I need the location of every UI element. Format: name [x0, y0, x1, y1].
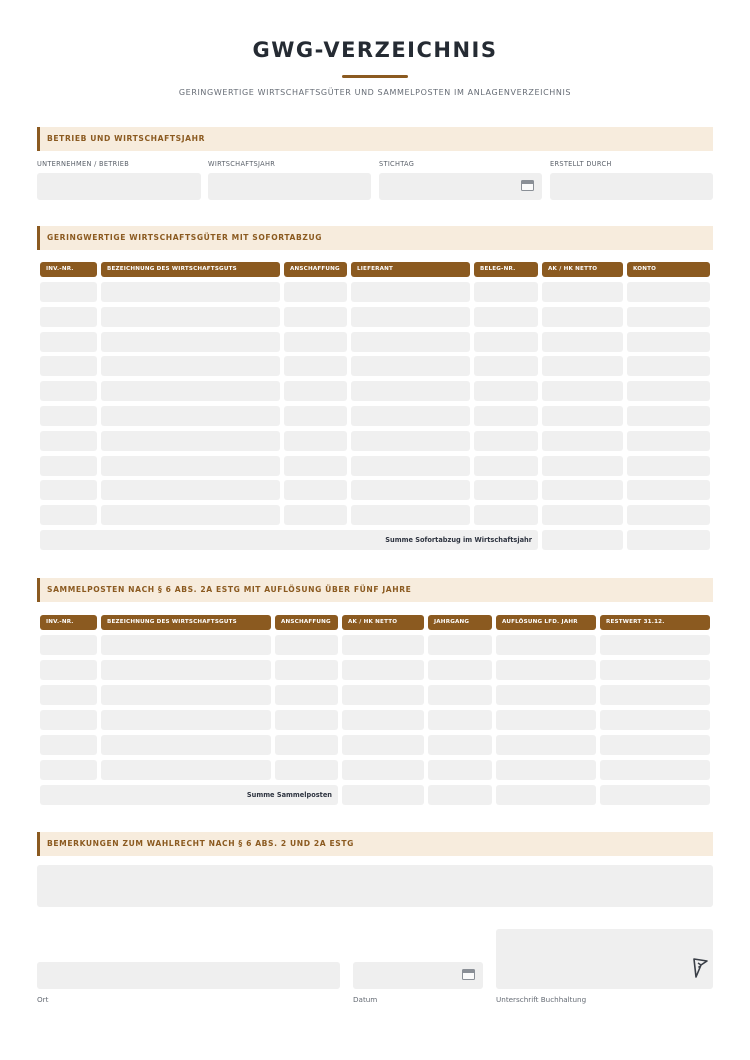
column-header — [627, 262, 710, 277]
column-header-label: AK / HK NETTO — [548, 266, 598, 272]
table-cell[interactable] — [627, 307, 710, 327]
table-cell[interactable] — [101, 660, 271, 680]
calendar-icon[interactable] — [521, 180, 534, 191]
table-cell[interactable] — [342, 760, 424, 780]
sum-value-cell[interactable] — [428, 785, 492, 805]
table-cell[interactable] — [284, 480, 347, 500]
sum-value-cell[interactable] — [342, 785, 424, 805]
table-cell[interactable] — [627, 480, 710, 500]
table-cell[interactable] — [542, 480, 623, 500]
table-cell[interactable] — [474, 456, 538, 476]
table-cell[interactable] — [101, 456, 280, 476]
table-cell[interactable] — [101, 381, 280, 401]
table-cell[interactable] — [40, 406, 97, 426]
table-cell[interactable] — [284, 332, 347, 352]
company-label: UNTERNEHMEN / BETRIEB — [37, 160, 130, 168]
table-cell[interactable] — [474, 307, 538, 327]
column-header-label: LIEFERANT — [357, 266, 394, 272]
column-header-label: BEZEICHNUNG DES WIRTSCHAFTSGUTS — [107, 619, 237, 625]
table-cell[interactable] — [101, 710, 271, 730]
pen-nib-icon — [693, 958, 708, 978]
table-cell[interactable] — [600, 635, 710, 655]
table-cell[interactable] — [542, 307, 623, 327]
table-cell[interactable] — [627, 356, 710, 376]
table-cell[interactable] — [284, 505, 347, 525]
table-cell[interactable] — [101, 356, 280, 376]
table-cell[interactable] — [40, 505, 97, 525]
cutoff-date-label: STICHTAG — [379, 160, 415, 168]
table-cell[interactable] — [101, 735, 271, 755]
table-cell[interactable] — [542, 431, 623, 451]
column-header — [101, 262, 280, 277]
table-cell[interactable] — [351, 356, 470, 376]
table-cell[interactable] — [101, 406, 280, 426]
page-subtitle: GERINGWERTIGE WIRTSCHAFTSGÜTER UND SAMMELPOSTEN IM ANLAGENVERZEICHNIS — [178, 88, 572, 97]
date-label: Datum — [353, 995, 378, 1004]
remarks-field[interactable] — [37, 865, 713, 907]
date-field[interactable] — [353, 962, 483, 989]
table-cell[interactable] — [496, 635, 596, 655]
table-cell[interactable] — [542, 356, 623, 376]
sum-value-cell[interactable] — [627, 530, 710, 550]
table-cell[interactable] — [40, 635, 97, 655]
table-cell[interactable] — [496, 710, 596, 730]
table-cell[interactable] — [342, 710, 424, 730]
table-cell[interactable] — [284, 431, 347, 451]
table-cell[interactable] — [101, 282, 280, 302]
table-cell[interactable] — [351, 505, 470, 525]
table-cell[interactable] — [284, 356, 347, 376]
column-header — [40, 615, 97, 630]
table-cell[interactable] — [496, 660, 596, 680]
column-header-label: AUFLÖSUNG LFD. JAHR — [502, 619, 578, 625]
table-cell[interactable] — [474, 282, 538, 302]
column-header-label: BEZEICHNUNG DES WIRTSCHAFTSGUTS — [107, 266, 237, 272]
column-header-label: KONTO — [633, 266, 657, 272]
fiscal-year-field[interactable] — [208, 173, 371, 200]
column-header — [542, 262, 623, 277]
calendar-icon[interactable] — [462, 969, 475, 980]
table-cell[interactable] — [40, 735, 97, 755]
table-cell[interactable] — [351, 381, 470, 401]
table-cell[interactable] — [428, 735, 492, 755]
table-cell[interactable] — [40, 480, 97, 500]
place-label: Ort — [37, 995, 49, 1004]
table-cell[interactable] — [496, 735, 596, 755]
section-heading-label: BEMERKUNGEN ZUM WAHLRECHT NACH § 6 ABS. 2 UND 2A ESTG — [47, 839, 354, 848]
title-underline — [342, 75, 408, 78]
table-cell[interactable] — [275, 660, 338, 680]
signature-field[interactable] — [496, 929, 713, 989]
table-cell[interactable] — [627, 505, 710, 525]
table-cell[interactable] — [627, 381, 710, 401]
table-cell[interactable] — [542, 456, 623, 476]
column-header — [496, 615, 596, 630]
column-header-label: ANSCHAFFUNG — [281, 619, 331, 625]
table-cell[interactable] — [40, 710, 97, 730]
table-cell[interactable] — [600, 685, 710, 705]
column-header-label: AK / HK NETTO — [348, 619, 398, 625]
table-cell[interactable] — [474, 431, 538, 451]
table-cell[interactable] — [342, 735, 424, 755]
cutoff-date-field[interactable] — [379, 173, 542, 200]
table-cell[interactable] — [474, 356, 538, 376]
table-cell[interactable] — [351, 307, 470, 327]
column-header — [40, 262, 97, 277]
table-cell[interactable] — [600, 660, 710, 680]
column-header — [428, 615, 492, 630]
table-cell[interactable] — [275, 710, 338, 730]
table-cell[interactable] — [542, 406, 623, 426]
company-field[interactable] — [37, 173, 201, 200]
table-cell[interactable] — [101, 332, 280, 352]
table-cell[interactable] — [40, 660, 97, 680]
column-header-label: BELEG-NR. — [480, 266, 516, 272]
section-heading-betrieb — [37, 127, 713, 151]
fiscal-year-label: WIRTSCHAFTSJAHR — [208, 160, 276, 168]
table-cell[interactable] — [474, 332, 538, 352]
table-cell[interactable] — [428, 635, 492, 655]
table-cell[interactable] — [284, 282, 347, 302]
table-cell[interactable] — [428, 685, 492, 705]
table-cell[interactable] — [351, 480, 470, 500]
table-cell[interactable] — [474, 406, 538, 426]
table-cell[interactable] — [428, 710, 492, 730]
table-cell[interactable] — [542, 332, 623, 352]
column-header — [600, 615, 710, 630]
sum-value-cell[interactable] — [496, 785, 596, 805]
sum-row-label-cell — [40, 785, 338, 805]
table-cell[interactable] — [627, 406, 710, 426]
sum-label: Summe Sammelposten — [246, 791, 332, 799]
table-cell[interactable] — [474, 505, 538, 525]
signature-label: Unterschrift Buchhaltung — [496, 995, 587, 1004]
column-header-label: JAHRGANG — [434, 619, 470, 625]
sum-value-cell[interactable] — [600, 785, 710, 805]
table-cell[interactable] — [40, 381, 97, 401]
section-heading-label: BETRIEB UND WIRTSCHAFTSJAHR — [47, 134, 206, 143]
table-cell[interactable] — [101, 480, 280, 500]
table-cell[interactable] — [542, 282, 623, 302]
place-field[interactable] — [37, 962, 340, 989]
table-cell[interactable] — [474, 480, 538, 500]
created-by-label: ERSTELLT DURCH — [550, 160, 612, 168]
table-cell[interactable] — [428, 660, 492, 680]
created-by-field[interactable] — [550, 173, 713, 200]
table-cell[interactable] — [542, 381, 623, 401]
table-cell[interactable] — [342, 635, 424, 655]
section-heading-sammelposten — [37, 578, 713, 602]
table-cell[interactable] — [342, 660, 424, 680]
column-header — [101, 615, 271, 630]
column-header — [284, 262, 347, 277]
table-cell[interactable] — [600, 735, 710, 755]
table-cell[interactable] — [101, 760, 271, 780]
table-cell[interactable] — [40, 356, 97, 376]
table-cell[interactable] — [351, 406, 470, 426]
table-cell[interactable] — [40, 307, 97, 327]
table-cell[interactable] — [275, 685, 338, 705]
table-cell[interactable] — [284, 381, 347, 401]
table-cell[interactable] — [275, 735, 338, 755]
section-heading-bemerkungen — [37, 832, 713, 856]
table-cell[interactable] — [351, 282, 470, 302]
table-cell[interactable] — [275, 635, 338, 655]
table-cell[interactable] — [351, 431, 470, 451]
table-cell[interactable] — [474, 381, 538, 401]
table-cell[interactable] — [275, 760, 338, 780]
table-cell[interactable] — [101, 307, 280, 327]
table-cell[interactable] — [351, 332, 470, 352]
column-header — [275, 615, 338, 630]
table-cell[interactable] — [496, 685, 596, 705]
table-cell[interactable] — [101, 635, 271, 655]
table-cell[interactable] — [101, 685, 271, 705]
table-cell[interactable] — [627, 456, 710, 476]
column-header-label: RESTWERT 31.12. — [606, 619, 665, 625]
table-cell[interactable] — [496, 760, 596, 780]
table-cell[interactable] — [40, 456, 97, 476]
column-header — [474, 262, 538, 277]
table-cell[interactable] — [284, 406, 347, 426]
table-cell[interactable] — [627, 431, 710, 451]
table-cell[interactable] — [40, 685, 97, 705]
table-cell[interactable] — [600, 710, 710, 730]
table-cell[interactable] — [627, 282, 710, 302]
page-title: GWG-VERZEICHNIS — [252, 38, 498, 62]
section-heading-label: GERINGWERTIGE WIRTSCHAFTSGÜTER MIT SOFORTABZUG — [47, 233, 323, 242]
table-cell[interactable] — [40, 332, 97, 352]
table-cell[interactable] — [40, 282, 97, 302]
sum-value-cell[interactable] — [542, 530, 623, 550]
table-cell[interactable] — [627, 332, 710, 352]
table-cell[interactable] — [542, 505, 623, 525]
column-header-label: INV.-NR. — [46, 266, 74, 272]
table-cell[interactable] — [342, 685, 424, 705]
column-header-label: ANSCHAFFUNG — [290, 266, 340, 272]
table-cell[interactable] — [428, 760, 492, 780]
table-cell[interactable] — [101, 505, 280, 525]
table-cell[interactable] — [40, 760, 97, 780]
table-cell[interactable] — [284, 307, 347, 327]
table-cell[interactable] — [600, 760, 710, 780]
table-cell[interactable] — [101, 431, 280, 451]
table-cell[interactable] — [351, 456, 470, 476]
sum-label: Summe Sofortabzug im Wirtschaftsjahr — [385, 536, 532, 544]
column-header — [351, 262, 470, 277]
table-cell[interactable] — [40, 431, 97, 451]
section-heading-label: SAMMELPOSTEN NACH § 6 ABS. 2A ESTG MIT AUFLÖSUNG ÜBER FÜNF JAHRE — [47, 585, 412, 594]
column-header-label: INV.-NR. — [46, 619, 74, 625]
column-header — [342, 615, 424, 630]
sum-row-label-cell — [40, 530, 538, 550]
section-heading-gwg — [37, 226, 713, 250]
table-cell[interactable] — [284, 456, 347, 476]
